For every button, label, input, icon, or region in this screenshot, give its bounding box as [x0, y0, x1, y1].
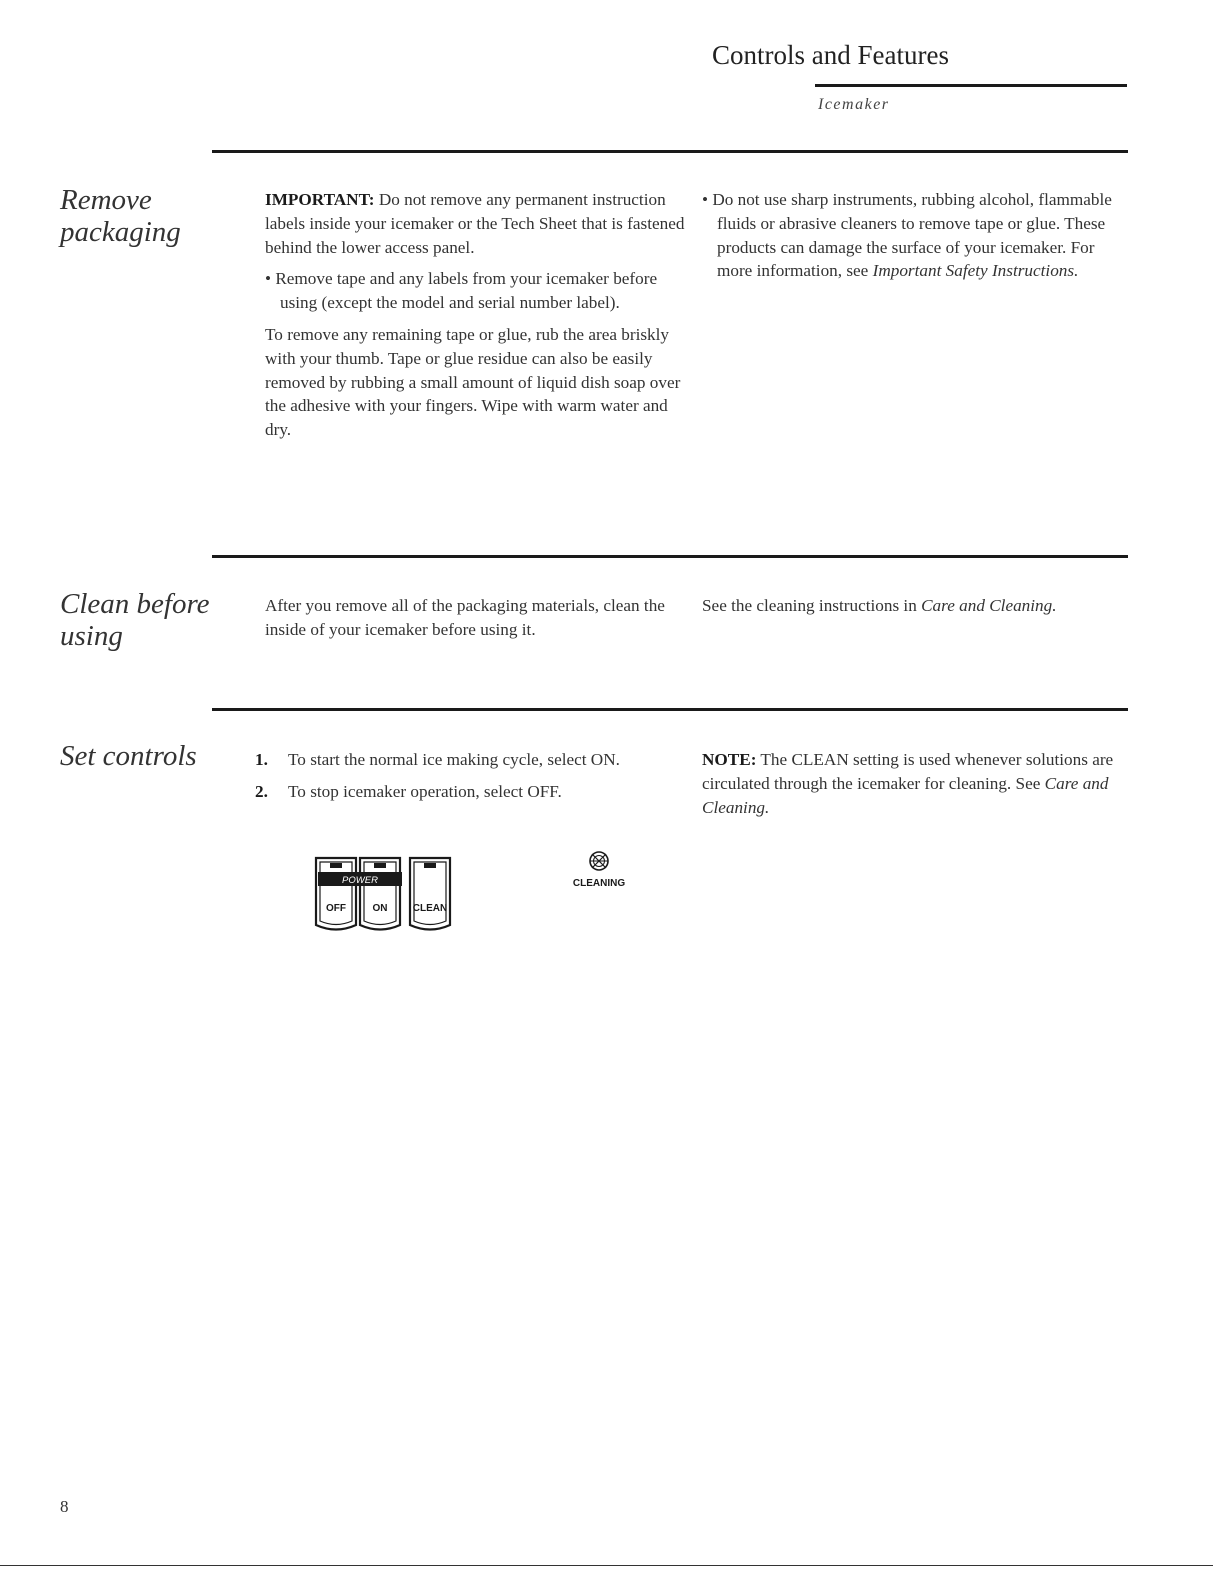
power-button-on — [360, 858, 400, 930]
page-subtitle: Icemaker — [818, 96, 890, 113]
care-and-cleaning-reference: Care and Cleaning. — [702, 773, 1109, 817]
page-title: Controls and Features — [712, 40, 949, 70]
cleaning-reference-text: See the cleaning instructions in — [702, 596, 922, 615]
off-button-label: OFF — [326, 903, 346, 914]
heading-line: Remove — [60, 184, 152, 216]
control-steps-list — [255, 748, 685, 804]
step-number: 2. — [255, 781, 268, 801]
section-divider-set-controls — [212, 708, 1128, 711]
note-paragraph — [702, 748, 1122, 819]
note-text: The CLEAN setting is used whenever solutions are circulated through the icemaker for cleaning. See — [702, 750, 1114, 793]
power-button-clean — [410, 858, 450, 930]
cleaning-indicator — [566, 848, 636, 890]
sharp-instruments-text: • Do not use sharp instruments, rubbing alcohol, flammable fluids or abrasive cleaners to remove tape or glue. These products can damage the surface of your icemaker. For more information, see — [702, 190, 1112, 281]
clean-before-using-left-column — [265, 594, 685, 650]
clean-before-using-text: After you remove all of the packaging materials, clean the inside of your icemaker before using it. — [265, 596, 665, 639]
power-button-off — [316, 858, 356, 930]
cleaning-reference-paragraph — [702, 594, 1122, 618]
heading-clean-before-using — [60, 588, 210, 652]
remove-packaging-left-column — [265, 188, 685, 450]
step-text: To stop icemaker operation, select OFF. — [288, 781, 562, 801]
page-number: 8 — [60, 1497, 69, 1516]
heading-line: packaging — [60, 216, 181, 248]
heading-remove-packaging — [60, 184, 181, 248]
list-item — [255, 780, 685, 804]
title-rule — [815, 84, 1127, 87]
heading-set-controls: Set controls — [60, 740, 197, 772]
section-divider-remove-packaging — [212, 150, 1128, 153]
remove-packaging-right-column — [702, 188, 1122, 291]
heading-line: Clean before — [60, 588, 210, 620]
cleaning-indicator-icon — [590, 852, 608, 870]
safety-instructions-reference: Important Safety Instructions. — [872, 261, 1079, 281]
set-controls-left-column — [255, 748, 685, 812]
cleaning-indicator-label: CLEANING — [572, 878, 626, 889]
important-label: IMPORTANT: — [265, 190, 375, 209]
indicator-light — [374, 863, 386, 868]
clean-before-using-right-column — [702, 594, 1122, 626]
power-label: POWER — [342, 875, 378, 886]
bottom-rule — [0, 1565, 1213, 1566]
control-panel-illustration — [312, 855, 457, 935]
important-paragraph — [265, 188, 685, 259]
set-controls-right-column — [702, 748, 1122, 827]
clean-button-label: CLEAN — [412, 903, 448, 914]
indicator-light — [424, 863, 436, 868]
remove-glue-paragraph: To remove any remaining tape or glue, rub the area briskly with your thumb. Tape or glue residue can also be easily removed by rubbing a small amount of liquid dish soap over the adhesive with your fingers. Wipe with warm water and dry. — [265, 324, 681, 440]
remove-tape-bullet: • Remove tape and any labels from your icemaker before using (except the model and serial number label). — [265, 269, 658, 313]
list-item — [255, 748, 685, 772]
step-text: To start the normal ice making cycle, select ON. — [288, 750, 620, 769]
heading-line: using — [60, 620, 123, 652]
on-button-label: ON — [372, 903, 388, 914]
important-text: Do not remove any permanent instruction labels inside your icemaker or the Tech Sheet that is fastened behind the lower access panel. — [265, 190, 685, 257]
note-label: NOTE: — [702, 750, 757, 769]
section-divider-clean-before-using — [212, 555, 1128, 558]
sharp-instruments-bullet — [702, 188, 1122, 283]
step-number: 1. — [255, 750, 268, 769]
indicator-light — [330, 863, 342, 868]
care-and-cleaning-reference: Care and Cleaning. — [921, 596, 1057, 615]
